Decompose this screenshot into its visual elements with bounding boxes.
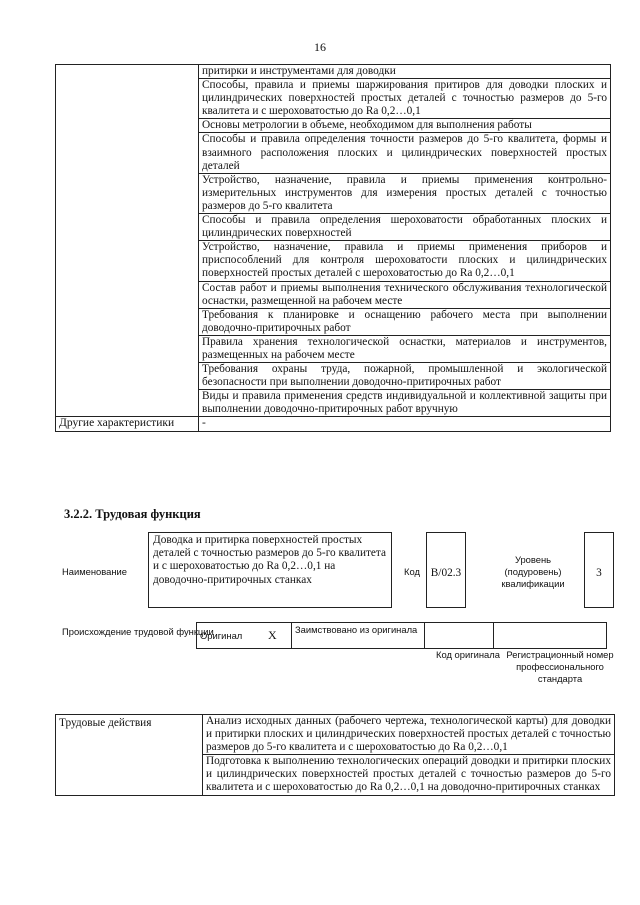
labor-action-cell: Анализ исходных данных (рабочего чертежа, технологической карты) для доводки и притирки плоских и цилиндрических поверхностей простых деталей с точностью размеров до 5-го квалитета и с шероховатостью до Ra 0,2…0,1	[203, 715, 615, 755]
function-name-box: Доводка и притирка поверхностей простых деталей с точностью размеров до 5-го квалитета и с шероховатостью до Ra 0,2…0,1 на доводочно-притирочных станках	[148, 532, 392, 608]
other-characteristics-row	[56, 417, 611, 431]
code-original-label: Код оригинала	[436, 649, 500, 660]
requirement-cell: Способы, правила и приемы шаржирования притиров для доводки плоских и цилиндрических поверхностей простых деталей с точностью размеров до 5-го квалитета и с шероховатостью до Ra 0,2…0,1	[199, 79, 611, 119]
code-label: Код	[404, 566, 420, 577]
labor-actions-label: Трудовые действия	[56, 715, 203, 796]
other-characteristics-label: Другие характеристики	[56, 417, 199, 431]
table-row	[197, 623, 607, 649]
table-row	[56, 65, 611, 79]
labor-action-cell: Подготовка к выполнению технологических операций доводки и притирки плоских и цилиндрических поверхностей простых деталей с точностью размеров до 5-го квалитета и с шероховатостью до Ra 0,2…0,1 на доводочно-притирочных станках	[203, 755, 615, 795]
table-row	[56, 715, 615, 755]
origin-table	[196, 622, 607, 649]
requirement-cell: Требования охраны труда, пожарной, промышленной и экологической безопасности при выполнении доводочно-притирочных работ	[199, 363, 611, 390]
requirement-cell: Способы и правила определения точности размеров до 5-го квалитета, формы и взаимного расположения плоских и цилиндрических поверхностей простых деталей	[199, 133, 611, 173]
code-original-cell	[425, 623, 494, 649]
requirement-cell: Устройство, назначение, правила и приемы применения контрольно-измерительных инструментов для измерения простых деталей с точностью размеров до 5-го квалитета	[199, 173, 611, 213]
reg-number-label: Регистрационный номер профессионального стандарта	[506, 649, 614, 684]
reg-number-cell	[494, 623, 607, 649]
requirement-cell: Правила хранения технологической оснастки, материалов и инструментов, размещенных на рабочем месте	[199, 335, 611, 362]
labor-actions-table	[55, 714, 615, 796]
function-code-box: B/02.3	[426, 532, 466, 608]
requirement-cell: Способы и правила определения шероховатости обработанных плоских и цилиндрических поверхностей	[199, 214, 611, 241]
page-number: 16	[314, 40, 326, 54]
borrowed-label: Заимствовано из оригинала	[292, 623, 425, 649]
level-value-box: 3	[584, 532, 614, 608]
requirement-cell: Устройство, назначение, правила и приемы применения приборов и приспособлений для контроля шероховатости плоских и цилиндрических поверхностей простых деталей с шероховатостью до Ra 0,2…0,1	[199, 241, 611, 281]
requirement-cell: притирки и инструментами для доводки	[199, 65, 611, 79]
original-label: Оригинал	[197, 623, 266, 649]
requirement-cell: Основы метрологии в объеме, необходимом для выполнения работы	[199, 119, 611, 133]
name-label: Наименование	[62, 566, 127, 577]
requirement-cell: Виды и правила применения средств индивидуальной и коллективной защиты при выполнении доводочно-притирочных работ вручную	[199, 390, 611, 417]
section-heading: 3.2.2. Трудовая функция	[64, 507, 201, 521]
requirements-left-cell	[56, 65, 199, 417]
origin-label: Происхождение трудовой функции	[62, 626, 214, 637]
requirement-cell: Состав работ и приемы выполнения технического обслуживания технологической оснастки, размещенной на рабочем месте	[199, 281, 611, 308]
original-mark: X	[265, 623, 292, 649]
requirement-cell: Требования к планировке и оснащению рабочего места при выполнении доводочно-притирочных работ	[199, 308, 611, 335]
level-label: Уровень (подуровень) квалификации	[501, 554, 565, 589]
requirements-table	[55, 64, 611, 432]
other-characteristics-value: -	[199, 417, 611, 431]
